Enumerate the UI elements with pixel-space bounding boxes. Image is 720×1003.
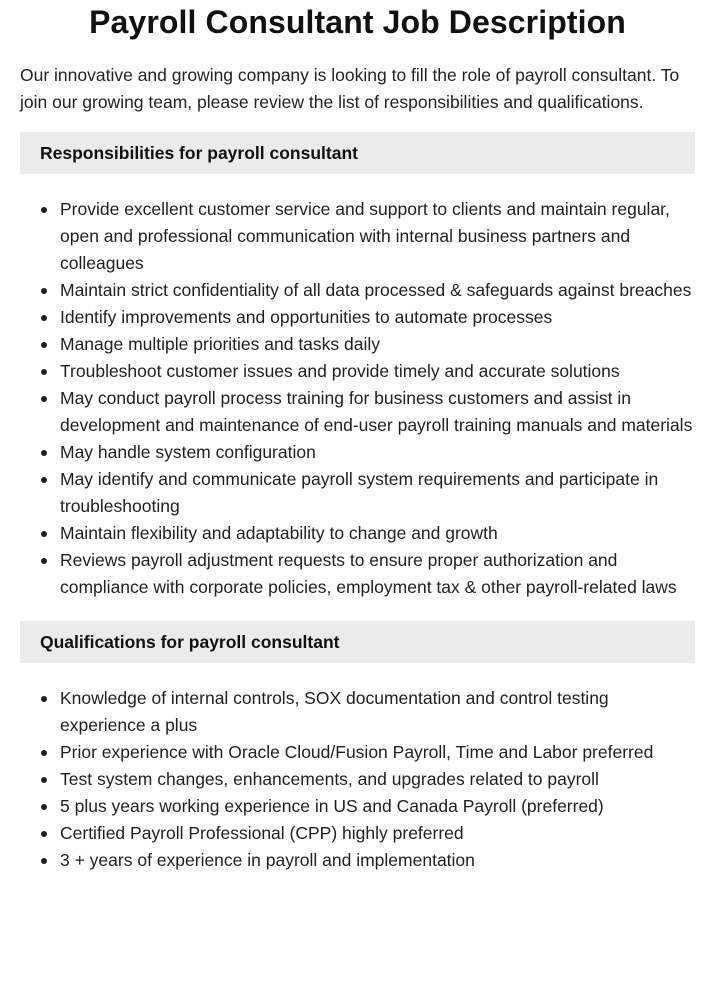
responsibility-item: Maintain strict confidentiality of all data processed & safeguards against breaches (60, 277, 695, 304)
qualification-item: Knowledge of internal controls, SOX documentation and control testing experience a plus (60, 685, 695, 739)
qualifications-list (20, 685, 695, 874)
responsibilities-heading: Responsibilities for payroll consultant (20, 132, 695, 174)
qualification-item: Prior experience with Oracle Cloud/Fusion Payroll, Time and Labor preferred (60, 739, 695, 766)
responsibility-item: May handle system configuration (60, 439, 695, 466)
qualification-item: Test system changes, enhancements, and upgrades related to payroll (60, 766, 695, 793)
responsibilities-list (20, 196, 695, 601)
responsibility-item: Provide excellent customer service and support to clients and maintain regular, open and professional communication with internal business partners and colleagues (60, 196, 695, 277)
qualification-item: 5 plus years working experience in US and Canada Payroll (preferred) (60, 793, 695, 820)
responsibility-item: Manage multiple priorities and tasks daily (60, 331, 695, 358)
intro-paragraph: Our innovative and growing company is looking to fill the role of payroll consultant. To join our growing team, please review the list of responsibilities and qualifications. (20, 65, 680, 112)
qualification-item: Certified Payroll Professional (CPP) highly preferred (60, 820, 695, 847)
qualification-item: 3 + years of experience in payroll and implementation (60, 847, 695, 874)
responsibility-item: Maintain flexibility and adaptability to change and growth (60, 520, 695, 547)
responsibility-item: May conduct payroll process training for business customers and assist in development and maintenance of end-user payroll training manuals and materials (60, 385, 695, 439)
responsibility-item: Troubleshoot customer issues and provide timely and accurate solutions (60, 358, 695, 385)
qualifications-heading: Qualifications for payroll consultant (20, 621, 695, 663)
responsibility-item: Identify improvements and opportunities to automate processes (60, 304, 695, 331)
responsibility-item: May identify and communicate payroll system requirements and participate in troubleshooting (60, 466, 695, 520)
page-title: Payroll Consultant Job Description (89, 4, 626, 40)
job-description-page (20, 0, 695, 874)
responsibility-item: Reviews payroll adjustment requests to ensure proper authorization and compliance with corporate policies, employment tax & other payroll-related laws (60, 547, 695, 601)
